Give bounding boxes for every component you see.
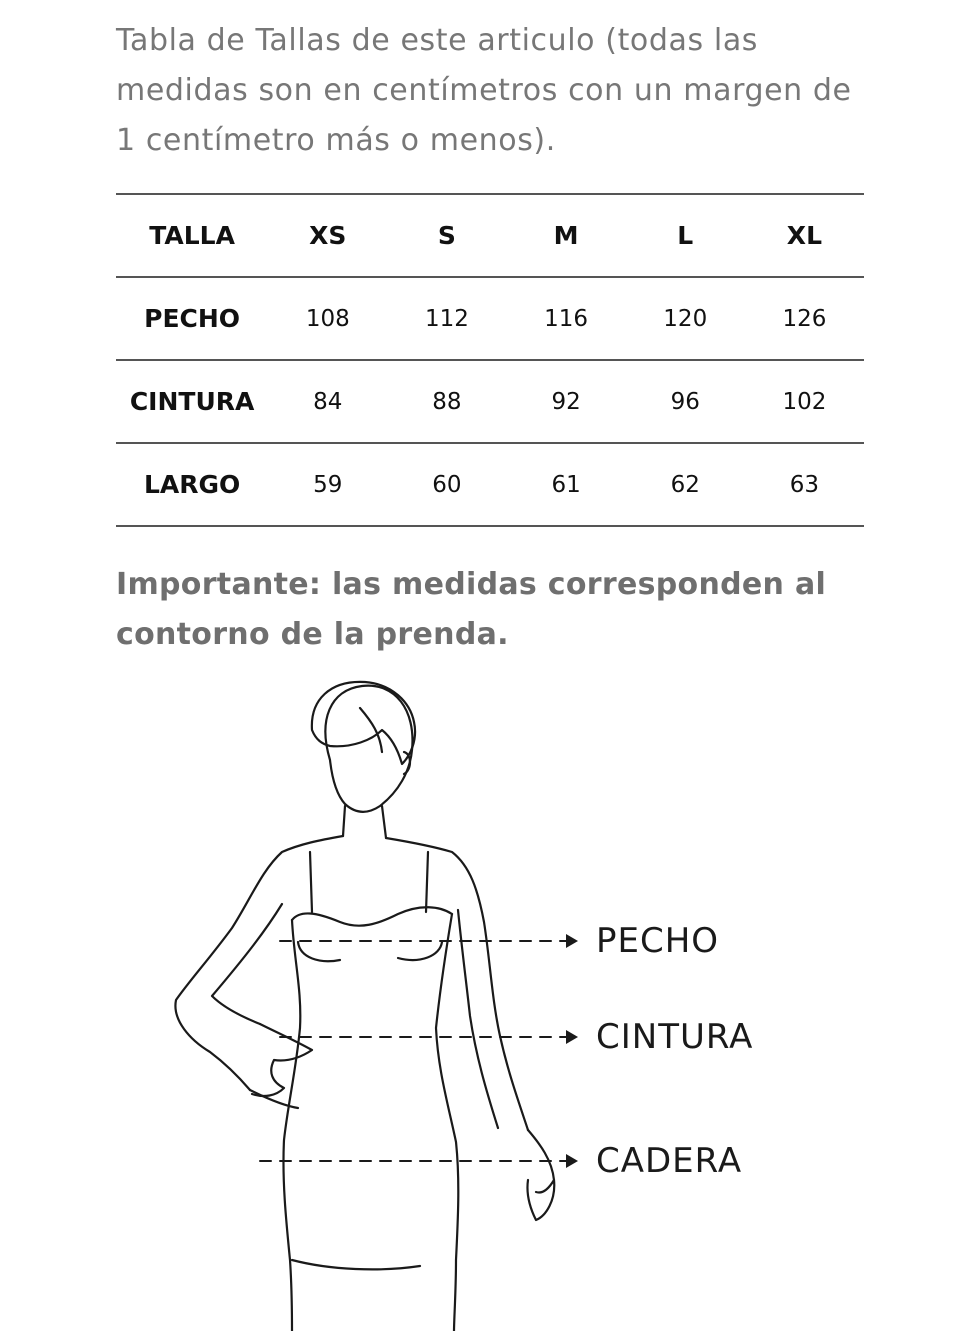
measurement-figure bbox=[0, 660, 980, 1331]
right-shoulder-arm bbox=[386, 838, 528, 1130]
waist-arrow-icon bbox=[566, 1030, 578, 1044]
chest-arrow-icon bbox=[566, 934, 578, 948]
header-cell-s: S bbox=[387, 194, 506, 277]
intro-text: Tabla de Tallas de este articulo (todas las medidas son en centímetros con un margen de 1 centímetro más o menos). bbox=[116, 23, 852, 158]
important-text: las medidas corresponden al contorno de la prenda. bbox=[116, 567, 827, 652]
label-cintura: CINTURA bbox=[596, 1017, 754, 1057]
table-cell: 88 bbox=[387, 360, 506, 443]
table-cell: 112 bbox=[387, 277, 506, 360]
row-label-cintura: CINTURA bbox=[116, 360, 268, 443]
ear-outline bbox=[404, 752, 410, 774]
table-cell: 96 bbox=[626, 360, 745, 443]
table-cell: 102 bbox=[745, 360, 864, 443]
table-cell: 62 bbox=[626, 443, 745, 526]
header-cell-l: L bbox=[626, 194, 745, 277]
table-cell: 63 bbox=[745, 443, 864, 526]
header-cell-xs: XS bbox=[268, 194, 387, 277]
bust-line-left bbox=[298, 942, 340, 961]
table-row-cintura bbox=[116, 360, 864, 443]
right-arm-inner bbox=[458, 910, 498, 1128]
hair-strand bbox=[360, 708, 382, 752]
table-row-largo bbox=[116, 443, 864, 526]
table-cell: 108 bbox=[268, 277, 387, 360]
header-cell-xl: XL bbox=[745, 194, 864, 277]
row-label-pecho: PECHO bbox=[116, 277, 268, 360]
torso-left bbox=[283, 920, 300, 1331]
important-note bbox=[116, 560, 896, 660]
row-label-largo: LARGO bbox=[116, 443, 268, 526]
left-shoulder-arm bbox=[175, 836, 343, 1090]
torso-right bbox=[436, 914, 458, 1331]
bodice-top bbox=[292, 907, 452, 925]
important-lead: Importante: bbox=[116, 567, 322, 602]
table-row-pecho bbox=[116, 277, 864, 360]
header-cell-talla: TALLA bbox=[116, 194, 268, 277]
label-pecho: PECHO bbox=[596, 921, 720, 961]
table-cell: 126 bbox=[745, 277, 864, 360]
label-cadera: CADERA bbox=[596, 1141, 743, 1181]
table-header-row bbox=[116, 194, 864, 277]
hip-arrow-icon bbox=[566, 1154, 578, 1168]
table-cell: 116 bbox=[507, 277, 626, 360]
left-arm-inner bbox=[212, 904, 282, 1024]
bust-line-right bbox=[398, 942, 442, 960]
table-cell: 92 bbox=[507, 360, 626, 443]
left-hand bbox=[252, 1024, 312, 1096]
table-cell: 84 bbox=[268, 360, 387, 443]
dress-hem-left bbox=[292, 1260, 420, 1269]
left-strap bbox=[310, 852, 312, 912]
right-hand bbox=[527, 1130, 554, 1220]
size-table bbox=[116, 193, 864, 527]
table-cell: 59 bbox=[268, 443, 387, 526]
neck-left bbox=[343, 806, 345, 836]
head-outline bbox=[325, 686, 412, 812]
table-cell: 120 bbox=[626, 277, 745, 360]
right-strap bbox=[426, 852, 428, 912]
header-cell-m: M bbox=[507, 194, 626, 277]
table-cell: 60 bbox=[387, 443, 506, 526]
table-cell: 61 bbox=[507, 443, 626, 526]
dress-figure-illustration bbox=[0, 660, 980, 1331]
neck-right bbox=[382, 806, 386, 838]
